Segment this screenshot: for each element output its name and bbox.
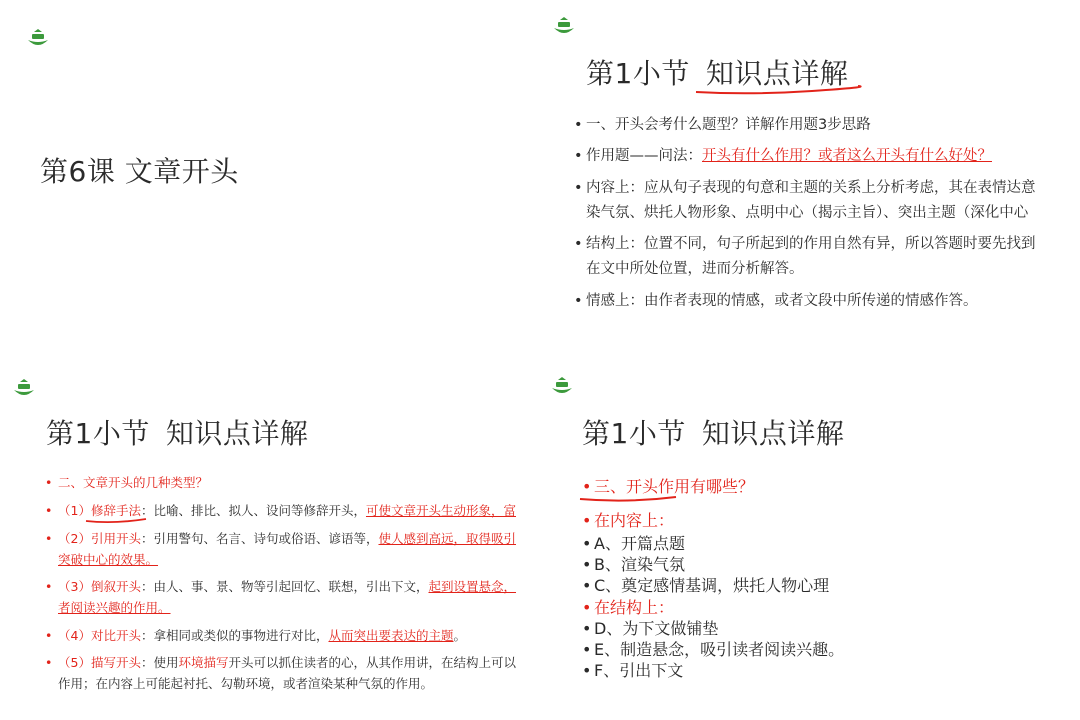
red-underline-stroke xyxy=(578,494,678,504)
effect-item: • A、开篇点题 xyxy=(582,534,685,553)
red-underline-stroke xyxy=(692,82,862,98)
slide-3 xyxy=(0,360,540,720)
effect-item: • C、奠定感情基调，烘托人物心理 xyxy=(582,576,830,595)
bullet-item: • 作用题——问法：开头有什么作用？或者这么开头有什么好处？ xyxy=(574,148,992,164)
slide-4 xyxy=(540,360,1080,720)
bullet-item: • 情感上：由作者表现的情感，或者文段中所传递的情感作答。 xyxy=(574,293,978,309)
type-item: • （5）描写开头：使用环境描写开头可以抓住读者的心，从其作用讲，在结构上可以 xyxy=(45,655,517,670)
type-item: • （3）倒叙开头：由人、事、景、物等引起回忆、联想，引出下文，起到设置悬念， xyxy=(45,579,516,594)
type-item: • （4）对比开头：拿相同或类似的事物进行对比，从而突出要表达的主题。 xyxy=(45,628,467,643)
red-highlight-text: 开头有什么作用？或者这么开头有什么好处？ xyxy=(702,148,992,164)
type-item: • （2）引用开头：引用警句、名言、诗句或俗语、谚语等，使人感到高远，取得吸引 xyxy=(45,531,516,546)
bullet-item-continuation: 染气氛、烘托人物形象、点明中心（揭示主旨）、突出主题（深化中心 xyxy=(586,205,1029,221)
bullet-item: • 内容上：应从句子表现的句意和主题的关系上分析考虑，其在表情达意 xyxy=(574,180,1036,196)
bullet-item: • 结构上：位置不同，句子所起到的作用自然有异，所以答题时要先找到 xyxy=(574,236,1036,252)
effect-item: • D、为下文做铺垫 xyxy=(582,619,719,638)
type-item-continuation: 作用；在内容上可能起衬托、勾勒环境，或者渲染某种气氛的作用。 xyxy=(58,676,434,691)
slide-2 xyxy=(540,0,1080,360)
section-number: 第1小节 xyxy=(46,417,150,450)
section-name: 知识点详解 xyxy=(165,417,309,450)
effect-item: • E、制造悬念，吸引读者阅读兴趣。 xyxy=(582,640,845,659)
section-title xyxy=(582,412,844,452)
section-number: 第1小节 xyxy=(586,57,690,90)
school-logo-icon xyxy=(550,376,574,396)
bullet-item: • 一、开头会考什么题型？详解作用题3步思路 xyxy=(574,117,871,133)
type-item-continuation: 突破中心的效果。 xyxy=(58,552,159,567)
section-title xyxy=(46,412,308,452)
school-logo-icon xyxy=(26,28,50,48)
section-number: 第1小节 xyxy=(582,417,686,450)
school-logo-icon xyxy=(552,16,576,36)
red-underline-stroke xyxy=(84,515,148,525)
section-name: 知识点详解 xyxy=(701,417,845,450)
subheading-structure: • 在结构上： xyxy=(582,598,675,617)
effect-item: • F、引出下文 xyxy=(582,661,684,680)
slide-1 xyxy=(0,0,540,360)
section-name: 知识点详解 xyxy=(705,57,849,90)
section-heading: • 二、文章开头的几种类型？ xyxy=(45,475,209,490)
section-heading: • 三、开头作用有哪些？ xyxy=(582,477,755,496)
lesson-title: 第6课 文章开头 xyxy=(40,155,239,188)
school-logo-icon xyxy=(12,378,36,398)
bullet-item-continuation: 在文中所处位置，进而分析解答。 xyxy=(586,261,804,277)
effect-item: • B、渲染气氛 xyxy=(582,555,685,574)
subheading-content: • 在内容上： xyxy=(582,511,675,530)
type-item-continuation: 者阅读兴趣的作用。 xyxy=(58,600,171,615)
type-item: • （1）修辞手法：比喻、排比、拟人、设问等修辞开头，可使文章开头生动形象，富 xyxy=(45,503,516,518)
